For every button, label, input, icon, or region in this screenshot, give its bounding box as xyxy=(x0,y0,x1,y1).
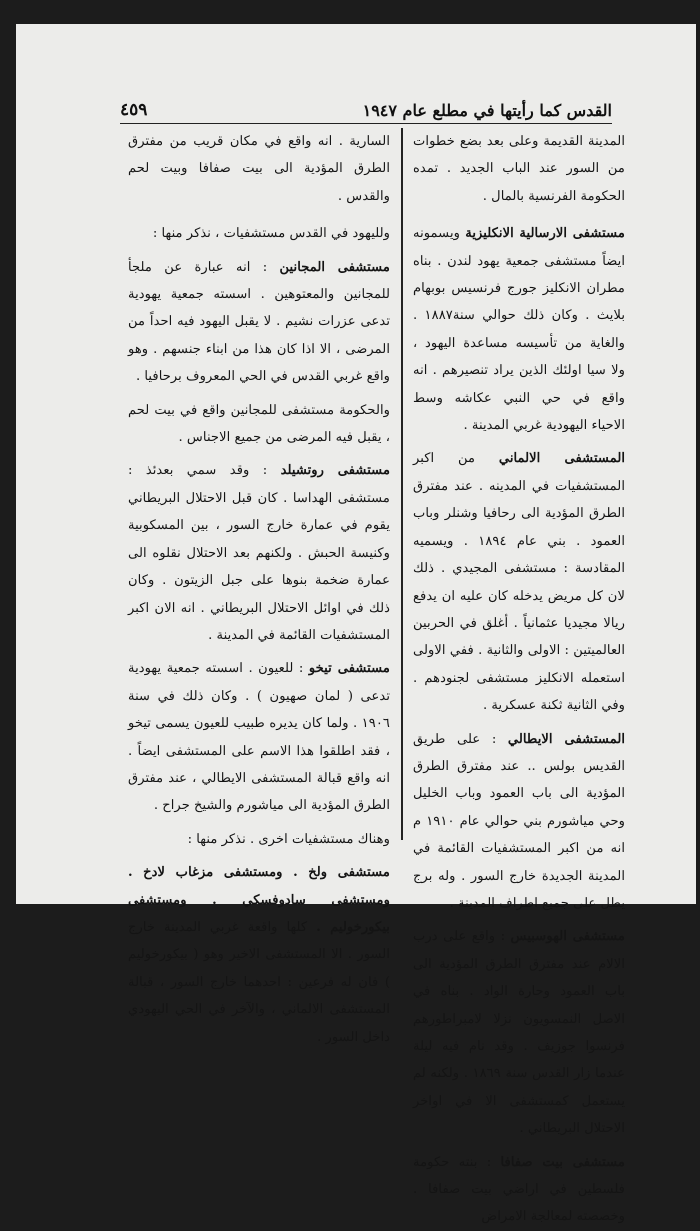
paragraph xyxy=(128,220,390,247)
left-column xyxy=(128,128,391,1045)
entry-term: مستشفى روتشيلد xyxy=(280,463,391,479)
entry-text: والحكومة مستشفى للمجانين واقع في بيت لحم ، يقبل فيه المرضى من جميع الاجناس . xyxy=(128,402,390,446)
paragraph xyxy=(413,128,625,210)
entry-term: مستشفى تيخو xyxy=(308,661,390,677)
running-title: القدس كما رأيتها في مطلع عام ١٩٤٧ xyxy=(362,101,612,120)
entry-text: : بنته حكومة فلسطين في اراضي بيت صفافا . وخصصته لمعالجة الامراض xyxy=(413,1154,625,1225)
entry-term: مستشفى بيت صفافا xyxy=(500,1154,625,1170)
paragraph xyxy=(413,220,625,439)
paragraph xyxy=(128,826,390,853)
entry-text: : على طريق القديس بولس .. عند مفترق الطرق المؤدية الى باب العمود وباب الخليل وحي مياشورم بني حوالي عام ١٩١٠ م انه من اكبر المستشفيات القائمة في المدينة الجديدة خارج السور . وله برج يطل على جميع اطراف المدينة . xyxy=(413,731,625,911)
entry-term: المستشفى الالماني xyxy=(498,451,625,467)
paragraph xyxy=(128,457,390,649)
paragraph xyxy=(413,726,625,918)
entry-term: مستشفى الهوسبيس xyxy=(510,929,625,945)
entry-term: مستشفى المجانين xyxy=(279,259,390,275)
entry-text: ولليهود في القدس مستشفيات ، نذكر منها : xyxy=(152,226,390,242)
column-divider xyxy=(401,128,403,840)
paragraph xyxy=(413,1149,625,1231)
entry-text: السارية . انه واقع في مكان قريب من مفترق الطرق المؤدية الى بيت صفافا وبيت لحم والقدس . xyxy=(128,134,390,204)
page-header xyxy=(120,86,612,124)
entry-text: كلها واقعة غربي المدينة خارج السور . الا المستشفى الاخير وهو ( بيكورخوليم ) فان له فرعين : احدهما خارج السور ، قبالة المستشفى الالماني ، والآخر في الحي اليهودي داخل السور . xyxy=(128,919,390,1045)
entry-term: مستشفى ولخ . ومستشفى مزغاب لادخ . ومستشفى سادوفسكي . ومستشفى بيكورخوليم . xyxy=(128,865,390,935)
paragraph xyxy=(128,254,390,391)
paragraph xyxy=(128,128,390,210)
paragraph xyxy=(128,655,390,819)
right-column xyxy=(413,128,625,1225)
entry-text: ويسمونه ايضاً مستشفى جمعية يهود لندن . بناه مطران الانكليز جورج فرنسيس بوبهام بلايث . وكان ذلك حوالي سنة١٨٨٧ . والغاية من تأسيسه مساعدة اليهود ، ولا سيا اولئك الذين يراد تنصيرهم . انه واقع في حي النبي عكاشه وسط الاحياء اليهودية غربي المدينة . xyxy=(413,226,625,434)
paragraph xyxy=(413,445,625,719)
paragraph xyxy=(128,397,390,452)
entry-text: من اكبر المستشفيات في المدينه . عند مفترق الطرق المؤدية الى رحافيا وشنلر وباب العمود . بني عام ١٨٩٤ . ويسميه المقادسة : مستشفى المجيدي . ذلك لان كل مريض يدخله كان عليه ان يدفع ريالا مجيديا عثمانياً . أغلق في الحربين العالميتين : الاولى والثانية . ففي الاولى استعمله الانكليز مستشفى لجنودهم . وفي الثانية ثكنة عسكرية . xyxy=(413,451,625,714)
entry-term: مستشفى الارسالية الانكليزية xyxy=(465,226,625,242)
entry-text: : للعيون . اسسته جمعية يهودية تدعى ( لمان صهيون ) . وكان ذلك في سنة ١٩٠٦ . ولما كان يديره طبيب للعيون يسمى تيخو ، فقد اطلقوا هذا الاسم على المستشفى ايضاً . انه واقع قبالة المستشفى الايطالي ، عند مفترق الطرق المؤدية الى مياشورم والشيخ جراح . xyxy=(128,661,390,814)
entry-text: : انه عبارة عن ملجأ للمجانين والمعتوهين . اسسته جمعية يهودية تدعى عزرات نشيم . لا يقبل اليهود فيه احداً من المرضى ، الا اذا كان هذا من ابناء جنسهم . وهو واقع غربي القدس في الحي المعروف برحافيا . xyxy=(128,259,390,385)
entry-text: وهناك مستشفيات اخرى . نذكر منها : xyxy=(187,831,390,847)
page-number: ٤٥٩ xyxy=(120,100,148,120)
paragraph xyxy=(128,859,390,1051)
entry-text: : واقع على درب الالام عند مفترق الطرق المؤدية الى باب العمود وحارة الواد . بناه في الاصل النمسويون نزلا لامبراطورهم فرنسوا جوزيف . وقد نام فيه ليلة عندما زار القدس سنة ١٨٦٩ . ولكنه لم يستعمل كمستشفى الا في اواخر الاحتلال البريطاني . xyxy=(413,929,625,1137)
entry-text: المدينة القديمة وعلى بعد بضع خطوات من السور عند الباب الجديد . تمده الحكومة الفرنسية بالمال . xyxy=(413,134,625,204)
paragraph xyxy=(413,923,625,1142)
entry-term: المستشفى الايطالي xyxy=(507,731,625,747)
entry-text: : وقد سمي بعدئذ : مستشفى الهداسا . كان قبل الاحتلال البريطاني يقوم في عمارة خارج السور ، بين المسكوبية وكنيسة الحبش . ولكنهم بعد الاحتلال نقلوه الى عمارة ضخمة بنوها على جبل الزيتون . وكان ذلك في اوائل الاحتلال البريطاني . انه الان اكبر المستشفيات القائمة في المدينة . xyxy=(128,463,390,643)
